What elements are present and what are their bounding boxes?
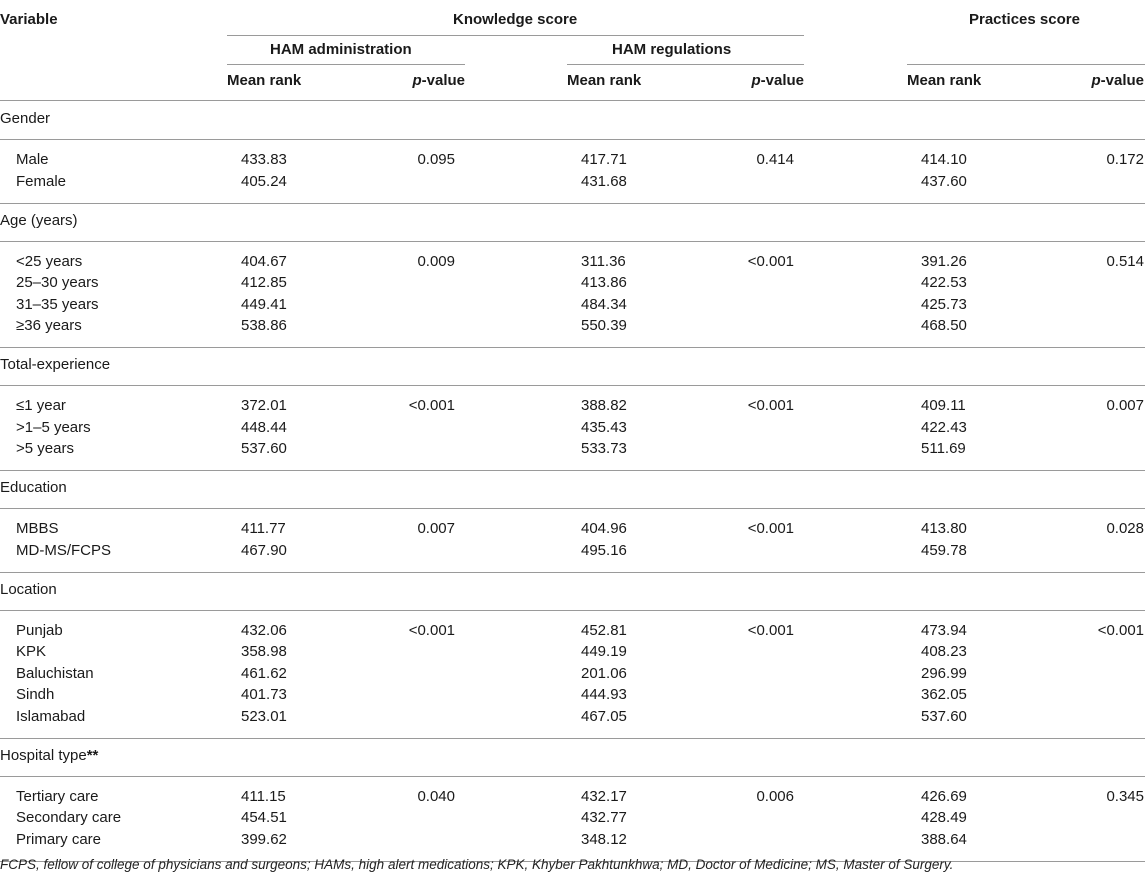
reg-p-value: 0.006 [756, 787, 794, 805]
reg-mean-rank: 417.71 [581, 151, 627, 168]
prac-p-value: 0.028 [1106, 520, 1144, 537]
prac-mean-rank: 437.60 [921, 172, 967, 190]
group-label [0, 479, 67, 497]
adm-mean-rank: 411.15 [241, 787, 286, 805]
knowledge-span-rule [227, 35, 804, 36]
adm-mean-rank: 411.77 [241, 520, 286, 537]
reg-mean-rank: 484.34 [581, 295, 627, 313]
prac-mean-rank: 414.10 [921, 151, 967, 168]
reg-mean-rank: 435.43 [581, 418, 627, 436]
row-rule [0, 347, 1145, 348]
group-label-text: Gender [0, 110, 51, 127]
header-knowledge-score: Knowledge score [453, 11, 578, 28]
adm-mean-rank: 433.83 [241, 151, 287, 168]
row-name: >5 years [16, 440, 74, 457]
row-rule [0, 610, 1145, 611]
prac-mean-rank: 413.80 [921, 520, 967, 537]
row-name: Sindh [16, 686, 55, 703]
row-name: <25 years [16, 252, 83, 270]
row-name: Punjab [16, 621, 63, 639]
prac-mean-rank: 511.69 [921, 440, 966, 457]
header-mean-rank-practices: Mean rank [907, 72, 982, 89]
reg-mean-rank: 201.06 [581, 664, 627, 682]
prac-mean-rank: 537.60 [921, 707, 967, 725]
header-ham-regulations: HAM regulations [612, 41, 732, 58]
row-name: MBBS [16, 520, 59, 537]
adm-p-value: <0.001 [408, 397, 455, 414]
header-variable: Variable [0, 11, 58, 28]
adm-mean-rank: 537.60 [241, 440, 287, 457]
group-label-text: Education [0, 479, 67, 496]
prac-mean-rank: 388.64 [921, 830, 967, 848]
header-p-value-practices [1044, 72, 1144, 90]
row-name: 31–35 years [16, 295, 99, 313]
prac-p-value: 0.514 [1106, 252, 1144, 270]
p-suffix: -value [760, 72, 804, 89]
group-label [0, 581, 57, 599]
row-name: MD-MS/FCPS [16, 541, 111, 559]
reg-mean-rank: 467.05 [581, 707, 627, 725]
adm-mean-rank: 412.85 [241, 274, 287, 291]
prac-p-value: 0.345 [1106, 787, 1144, 805]
row-name: Tertiary care [16, 787, 99, 805]
reg-mean-rank: 449.19 [581, 643, 627, 660]
row-rule [0, 241, 1145, 242]
adm-mean-rank: 454.51 [241, 809, 287, 826]
p-letter: p [751, 72, 761, 89]
adm-mean-rank: 523.01 [241, 707, 287, 725]
row-name: Female [16, 172, 67, 190]
reg-p-value: <0.001 [747, 520, 794, 537]
adm-mean-rank: 448.44 [241, 418, 287, 436]
adm-mean-rank: 467.90 [241, 541, 287, 559]
row-rule [0, 738, 1145, 739]
practices-span-rule [907, 64, 1145, 65]
regulations-span-rule [567, 64, 804, 65]
reg-mean-rank: 388.82 [581, 397, 627, 414]
group-label [0, 356, 110, 374]
row-name: Baluchistan [16, 664, 94, 682]
adm-mean-rank: 372.01 [241, 397, 287, 414]
adm-p-value: 0.007 [417, 520, 455, 537]
prac-p-value: <0.001 [1097, 621, 1144, 639]
reg-mean-rank: 495.16 [581, 541, 627, 559]
reg-p-value: <0.001 [747, 397, 794, 414]
reg-mean-rank: 444.93 [581, 686, 627, 703]
row-name: Islamabad [16, 707, 86, 725]
prac-mean-rank: 426.69 [921, 787, 967, 805]
group-label-text: Age (years) [0, 211, 78, 229]
reg-p-value: <0.001 [747, 621, 794, 639]
adm-mean-rank: 432.06 [241, 621, 287, 639]
p-letter: p [1091, 72, 1101, 89]
prac-mean-rank: 459.78 [921, 541, 967, 559]
row-name: ≤1 year [16, 397, 66, 414]
row-name: >1–5 years [16, 418, 91, 436]
prac-mean-rank: 422.53 [921, 274, 967, 291]
prac-mean-rank: 362.05 [921, 686, 967, 703]
administration-span-rule [227, 64, 465, 65]
p-suffix: -value [1100, 72, 1144, 89]
header-ham-administration: HAM administration [270, 41, 412, 58]
prac-mean-rank: 473.94 [921, 621, 967, 639]
reg-mean-rank: 550.39 [581, 317, 627, 334]
prac-mean-rank: 391.26 [921, 252, 967, 270]
adm-mean-rank: 401.73 [241, 686, 287, 703]
header-bottom-rule [0, 100, 1145, 101]
reg-mean-rank: 452.81 [581, 621, 627, 639]
prac-mean-rank: 409.11 [921, 397, 966, 414]
footnote: FCPS, fellow of college of physicians and surgeons; HAMs, high alert medications; KPK, Khyber Pakhtunkhwa; MD, Doctor of Medicine; MS, Master of Surgery. [0, 857, 954, 872]
prac-mean-rank: 408.23 [921, 643, 967, 660]
row-rule [0, 385, 1145, 386]
reg-p-value: <0.001 [747, 252, 794, 270]
row-rule [0, 776, 1145, 777]
p-suffix: -value [421, 72, 465, 89]
prac-p-value: 0.007 [1106, 397, 1144, 414]
adm-mean-rank: 404.67 [241, 252, 287, 270]
group-label-text: Total-experience [0, 356, 111, 373]
adm-p-value: 0.009 [417, 252, 455, 270]
p-letter: p [412, 72, 422, 89]
row-name: Male [16, 151, 49, 168]
reg-mean-rank: 432.77 [581, 809, 627, 826]
row-name: Primary care [16, 830, 102, 848]
row-name: ≥36 years [16, 317, 82, 334]
row-name: KPK [16, 643, 47, 660]
adm-mean-rank: 461.62 [241, 664, 287, 682]
group-label [0, 212, 78, 230]
prac-mean-rank: 425.73 [921, 295, 967, 313]
group-label-suffix: ** [86, 746, 99, 764]
prac-mean-rank: 428.49 [921, 809, 967, 826]
header-mean-rank-regulations: Mean rank [567, 72, 642, 89]
header-p-value-administration [365, 72, 465, 90]
header-mean-rank-administration: Mean rank [227, 72, 302, 89]
reg-mean-rank: 413.86 [581, 274, 627, 291]
reg-mean-rank: 533.73 [581, 440, 627, 457]
adm-mean-rank: 449.41 [241, 295, 287, 313]
row-rule [0, 203, 1145, 204]
row-rule [0, 572, 1145, 573]
row-rule [0, 139, 1145, 140]
reg-p-value: 0.414 [756, 151, 794, 168]
group-label-text: Hospital type [0, 746, 87, 764]
row-name: Secondary care [16, 809, 122, 826]
adm-p-value: 0.095 [417, 151, 455, 168]
row-name: 25–30 years [16, 274, 99, 291]
group-label [0, 747, 98, 765]
reg-mean-rank: 431.68 [581, 172, 627, 190]
reg-mean-rank: 404.96 [581, 520, 627, 537]
group-label [0, 110, 50, 128]
adm-mean-rank: 405.24 [241, 172, 287, 190]
adm-mean-rank: 538.86 [241, 317, 287, 334]
adm-p-value: <0.001 [408, 621, 455, 639]
prac-mean-rank: 422.43 [921, 418, 967, 436]
reg-mean-rank: 432.17 [581, 787, 627, 805]
group-label-text: Location [0, 580, 57, 598]
header-practices-score: Practices score [969, 11, 1080, 28]
prac-mean-rank: 468.50 [921, 317, 967, 334]
reg-mean-rank: 348.12 [581, 830, 627, 848]
header-p-value-regulations [704, 72, 804, 90]
adm-mean-rank: 358.98 [241, 643, 287, 660]
prac-p-value: 0.172 [1106, 151, 1144, 168]
reg-mean-rank: 311.36 [581, 252, 626, 270]
adm-p-value: 0.040 [417, 787, 455, 805]
prac-mean-rank: 296.99 [921, 664, 967, 682]
adm-mean-rank: 399.62 [241, 830, 287, 848]
row-rule [0, 470, 1145, 471]
row-rule [0, 508, 1145, 509]
